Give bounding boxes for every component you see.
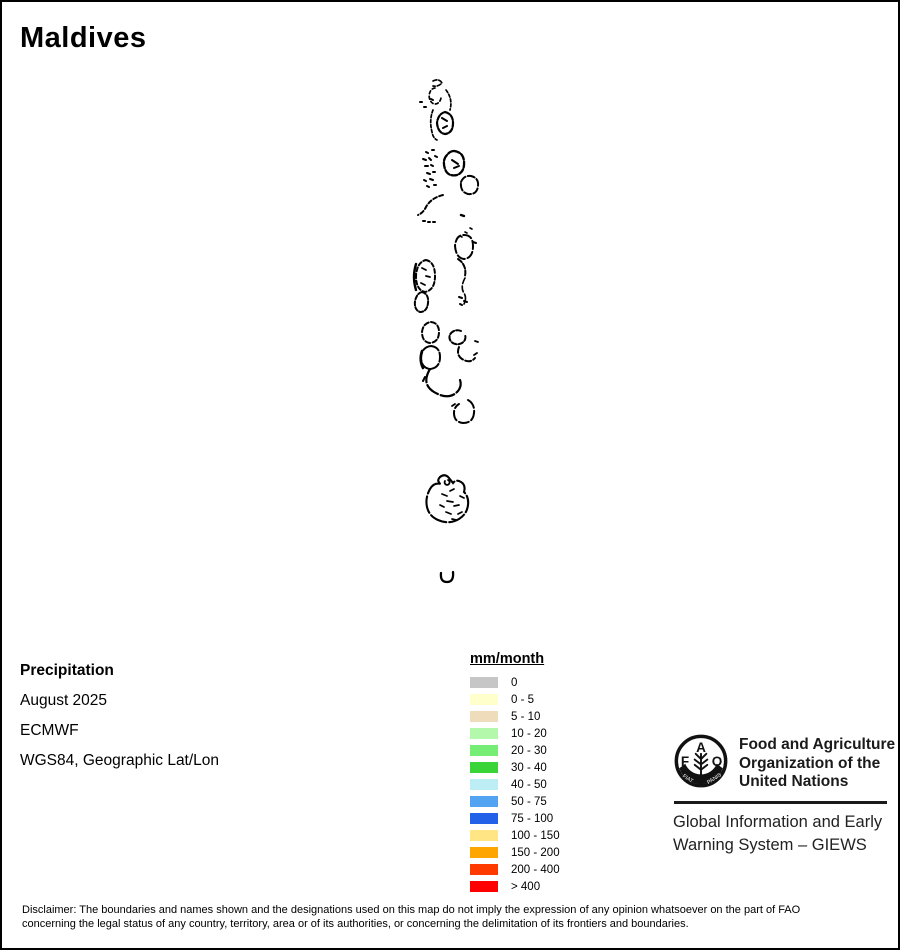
giews-line: Warning System – GIEWS bbox=[673, 835, 867, 854]
legend-row bbox=[470, 742, 560, 759]
fao-divider-line bbox=[674, 801, 887, 804]
legend-swatch bbox=[470, 813, 498, 824]
map-info-block bbox=[20, 656, 219, 776]
source-label: ECMWF bbox=[20, 722, 79, 739]
fao-logo-icon bbox=[672, 733, 730, 791]
legend-row bbox=[470, 827, 560, 844]
fao-letter-f: F bbox=[680, 753, 690, 769]
maldives-map bbox=[2, 2, 900, 950]
legend-row bbox=[470, 861, 560, 878]
giews-label bbox=[673, 811, 882, 856]
motto-fiat: FIAT bbox=[681, 773, 694, 785]
legend-row bbox=[470, 844, 560, 861]
legend-label: 30 - 40 bbox=[511, 761, 547, 774]
legend-label: 75 - 100 bbox=[511, 812, 554, 825]
legend-row bbox=[470, 793, 560, 810]
disclaimer-line: Disclaimer: The boundaries and names shown and the designations used on this map do not imply the expression of any opinion whatsoever on the part of FAO bbox=[22, 904, 801, 916]
legend-swatch bbox=[470, 677, 498, 688]
legend-row bbox=[470, 708, 560, 725]
disclaimer-line: concerning the legal status of any country, territory, area or of its authorities, or concerning the delimitation of its frontiers and boundaries. bbox=[22, 917, 689, 930]
legend-swatch bbox=[470, 745, 498, 756]
legend-label: 40 - 50 bbox=[511, 778, 547, 791]
legend-label: 10 - 20 bbox=[511, 727, 547, 740]
legend-row bbox=[470, 776, 560, 793]
fao-org-line: Organization of the bbox=[739, 754, 881, 772]
fao-letter-o: O bbox=[711, 753, 723, 769]
legend-swatch bbox=[470, 796, 498, 807]
legend-swatch bbox=[470, 881, 498, 892]
legend bbox=[470, 651, 560, 895]
legend-label: 150 - 200 bbox=[511, 846, 560, 859]
giews-line: Global Information and Early bbox=[673, 813, 883, 831]
fao-org-line: Food and Agriculture bbox=[739, 736, 896, 753]
legend-row bbox=[470, 810, 560, 827]
fao-letter-a: A bbox=[696, 739, 706, 755]
legend-swatch bbox=[470, 830, 498, 841]
legend-title: mm/month bbox=[470, 651, 545, 667]
motto-panis: PANIS bbox=[706, 772, 723, 786]
legend-row bbox=[470, 878, 560, 895]
legend-row bbox=[470, 725, 560, 742]
legend-label: 100 - 150 bbox=[511, 829, 560, 842]
legend-row bbox=[470, 691, 560, 708]
legend-label: > 400 bbox=[511, 880, 541, 893]
legend-swatch bbox=[470, 728, 498, 739]
period-label: August 2025 bbox=[20, 692, 108, 709]
legend-row bbox=[470, 759, 560, 776]
legend-label: 5 - 10 bbox=[511, 710, 541, 723]
legend-row bbox=[470, 674, 560, 691]
legend-swatch bbox=[470, 694, 498, 705]
legend-swatch bbox=[470, 864, 498, 875]
fao-org-line: United Nations bbox=[739, 773, 849, 790]
legend-label: 20 - 30 bbox=[511, 744, 547, 757]
disclaimer bbox=[22, 904, 874, 931]
fao-org-name bbox=[739, 733, 895, 792]
projection-label: WGS84, Geographic Lat/Lon bbox=[20, 752, 220, 769]
legend-label: 200 - 400 bbox=[511, 863, 560, 876]
atoll-outlines bbox=[414, 80, 478, 582]
legend-swatch bbox=[470, 847, 498, 858]
legend-label: 0 - 5 bbox=[511, 693, 535, 706]
legend-label: 50 - 75 bbox=[511, 795, 547, 808]
legend-swatch bbox=[470, 762, 498, 773]
parameter-label: Precipitation bbox=[20, 662, 114, 679]
legend-swatch bbox=[470, 711, 498, 722]
fao-branding bbox=[672, 733, 895, 792]
legend-swatch bbox=[470, 779, 498, 790]
page-title: Maldives bbox=[20, 22, 147, 54]
legend-label: 0 bbox=[511, 676, 518, 689]
